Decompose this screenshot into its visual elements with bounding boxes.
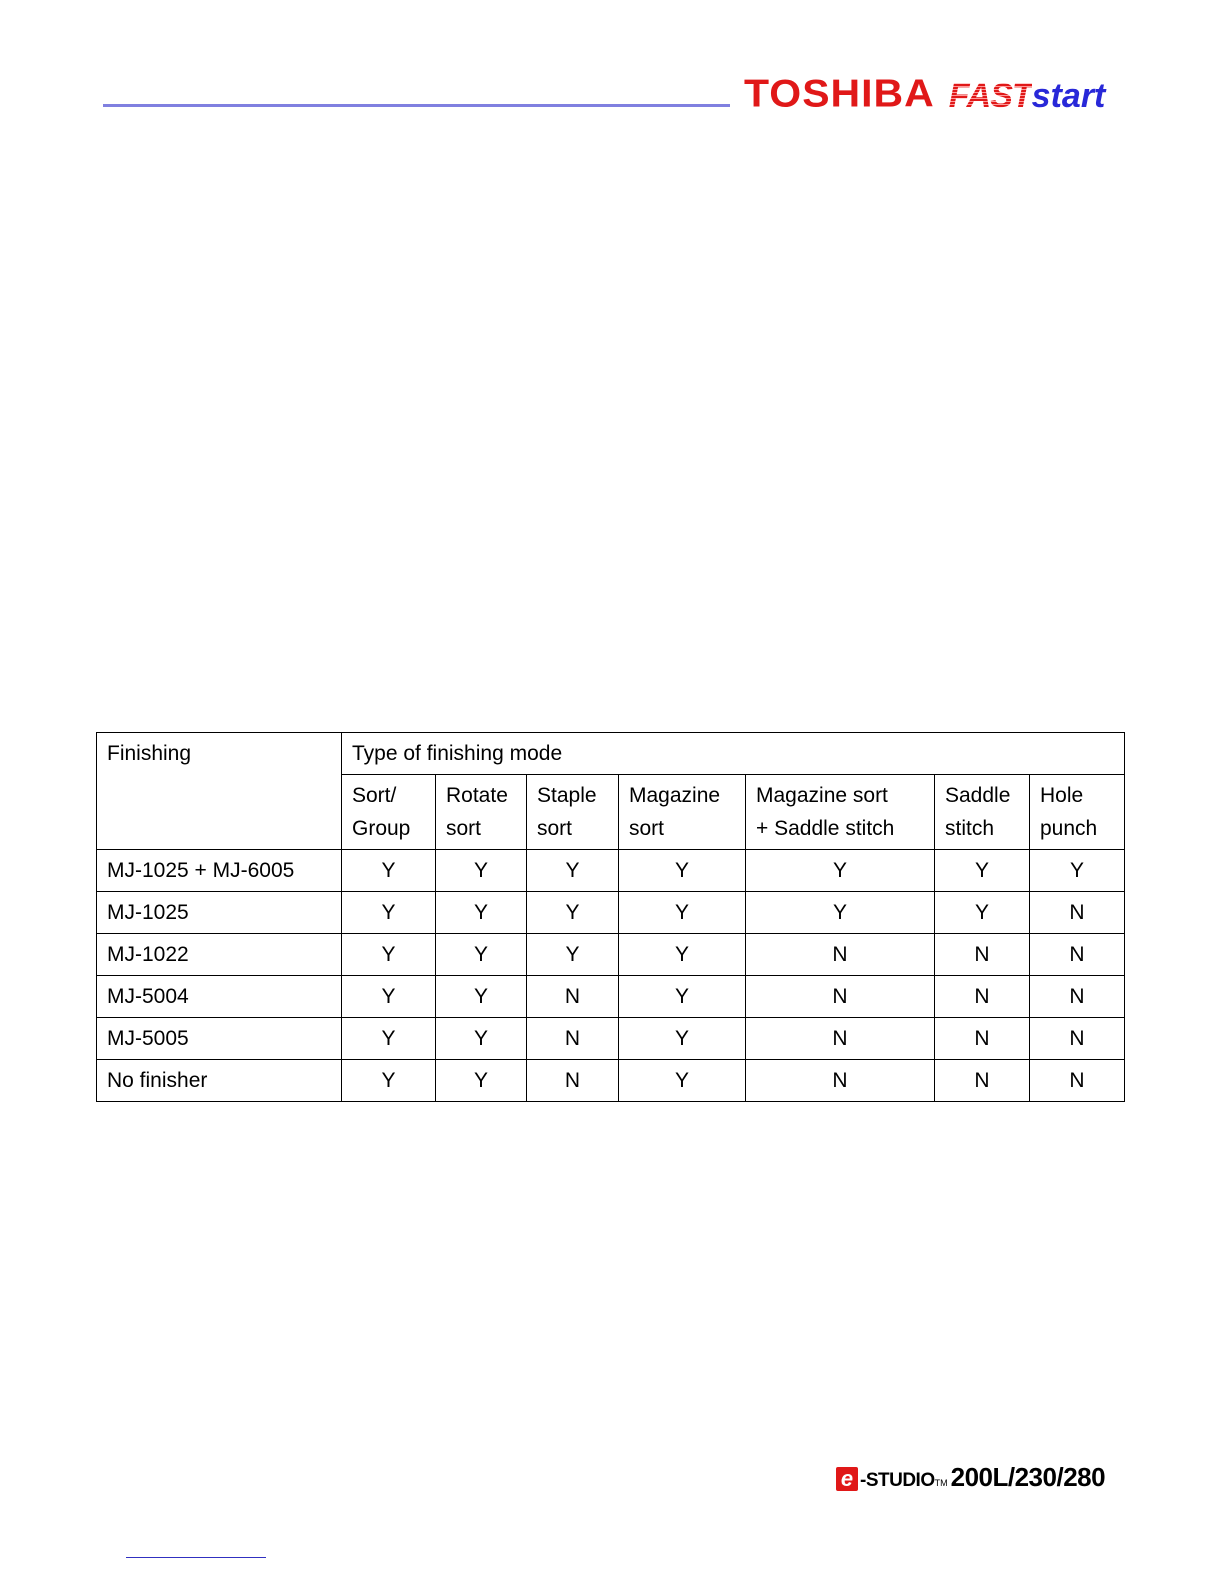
column-header-line: sort bbox=[537, 817, 573, 840]
table-cell: Y bbox=[436, 1060, 527, 1102]
table-cell: N bbox=[1030, 892, 1125, 934]
table-cell: Y bbox=[527, 850, 619, 892]
column-header-line: sort bbox=[446, 817, 482, 840]
footer-link-underline bbox=[126, 1557, 266, 1558]
column-header-line: Magazine bbox=[629, 784, 721, 807]
brand-fast: FAST bbox=[948, 77, 1032, 115]
group-label: Type of finishing mode bbox=[342, 733, 1125, 775]
table-cell: N bbox=[746, 934, 935, 976]
row-label: No finisher bbox=[97, 1060, 342, 1102]
table-row bbox=[97, 1060, 1125, 1102]
table-cell: Y bbox=[619, 1060, 746, 1102]
table-cell: N bbox=[527, 976, 619, 1018]
table-cell: Y bbox=[436, 934, 527, 976]
table-cell: Y bbox=[1030, 850, 1125, 892]
table-row bbox=[97, 1018, 1125, 1060]
studio-wordmark: -STUDIO bbox=[860, 1470, 935, 1491]
column-header bbox=[619, 775, 746, 850]
table-cell: N bbox=[746, 976, 935, 1018]
column-header bbox=[436, 775, 527, 850]
table-cell: N bbox=[1030, 1018, 1125, 1060]
header-rule bbox=[103, 104, 730, 107]
finishing-mode-table bbox=[96, 732, 1125, 1102]
row-label: MJ-1022 bbox=[97, 934, 342, 976]
table-cell: N bbox=[935, 934, 1030, 976]
corner-label: Finishing bbox=[97, 733, 342, 850]
column-header-line: sort bbox=[629, 817, 665, 840]
table-row bbox=[97, 850, 1125, 892]
table-cell: Y bbox=[342, 976, 436, 1018]
table-cell: N bbox=[1030, 976, 1125, 1018]
row-label: MJ-5005 bbox=[97, 1018, 342, 1060]
table-cell: Y bbox=[746, 892, 935, 934]
row-label: MJ-1025 + MJ-6005 bbox=[97, 850, 342, 892]
table-body bbox=[97, 850, 1125, 1102]
table-cell: N bbox=[1030, 934, 1125, 976]
column-header bbox=[342, 775, 436, 850]
table-cell: Y bbox=[342, 1018, 436, 1060]
row-label: MJ-1025 bbox=[97, 892, 342, 934]
table-cell: N bbox=[527, 1018, 619, 1060]
column-header-line: punch bbox=[1040, 817, 1098, 840]
column-header-line: stitch bbox=[945, 817, 995, 840]
table-cell: Y bbox=[619, 850, 746, 892]
table-row bbox=[97, 892, 1125, 934]
e-mark: e bbox=[836, 1467, 858, 1491]
column-header-line: Rotate bbox=[446, 784, 508, 807]
table-cell: N bbox=[935, 1060, 1030, 1102]
column-header-line: Sort/ bbox=[352, 784, 397, 807]
table-cell: N bbox=[746, 1018, 935, 1060]
table-cell: N bbox=[935, 976, 1030, 1018]
table-cell: Y bbox=[527, 892, 619, 934]
table-cell: Y bbox=[935, 892, 1030, 934]
table-cell: Y bbox=[436, 1018, 527, 1060]
column-header-line: Hole bbox=[1040, 784, 1084, 807]
table-cell: N bbox=[527, 1060, 619, 1102]
table-cell: Y bbox=[342, 934, 436, 976]
table-cell: Y bbox=[342, 850, 436, 892]
table-cell: N bbox=[935, 1018, 1030, 1060]
table-cell: Y bbox=[342, 892, 436, 934]
column-header-line: Magazine sort bbox=[756, 784, 888, 807]
toshiba-faststart-logo bbox=[744, 70, 1105, 120]
table-cell: Y bbox=[342, 1060, 436, 1102]
table-row bbox=[97, 934, 1125, 976]
brand-start: start bbox=[1031, 77, 1106, 115]
table-cell: Y bbox=[436, 976, 527, 1018]
table-cell: Y bbox=[619, 892, 746, 934]
e-studio-logo bbox=[836, 1462, 1105, 1502]
row-label: MJ-5004 bbox=[97, 976, 342, 1018]
column-header-line: Saddle bbox=[945, 784, 1011, 807]
table-cell: N bbox=[1030, 1060, 1125, 1102]
table-cell: Y bbox=[436, 850, 527, 892]
model-numbers: 200L/230/280 bbox=[950, 1462, 1106, 1492]
table-cell: Y bbox=[619, 976, 746, 1018]
column-header bbox=[527, 775, 619, 850]
brand-name: TOSHIBA bbox=[744, 71, 935, 115]
column-header-line: + Saddle stitch bbox=[756, 817, 895, 840]
column-header bbox=[935, 775, 1030, 850]
table-group-header-row bbox=[97, 733, 1125, 775]
column-header bbox=[1030, 775, 1125, 850]
table-cell: Y bbox=[746, 850, 935, 892]
table-cell: Y bbox=[619, 934, 746, 976]
column-header-line: Group bbox=[352, 817, 411, 840]
column-header-line: Staple bbox=[537, 784, 597, 807]
table-cell: Y bbox=[619, 1018, 746, 1060]
column-header bbox=[746, 775, 935, 850]
table-cell: Y bbox=[436, 892, 527, 934]
table-cell: Y bbox=[527, 934, 619, 976]
table-row bbox=[97, 976, 1125, 1018]
table-cell: Y bbox=[935, 850, 1030, 892]
trademark: TM bbox=[934, 1478, 948, 1488]
table-cell: N bbox=[746, 1060, 935, 1102]
